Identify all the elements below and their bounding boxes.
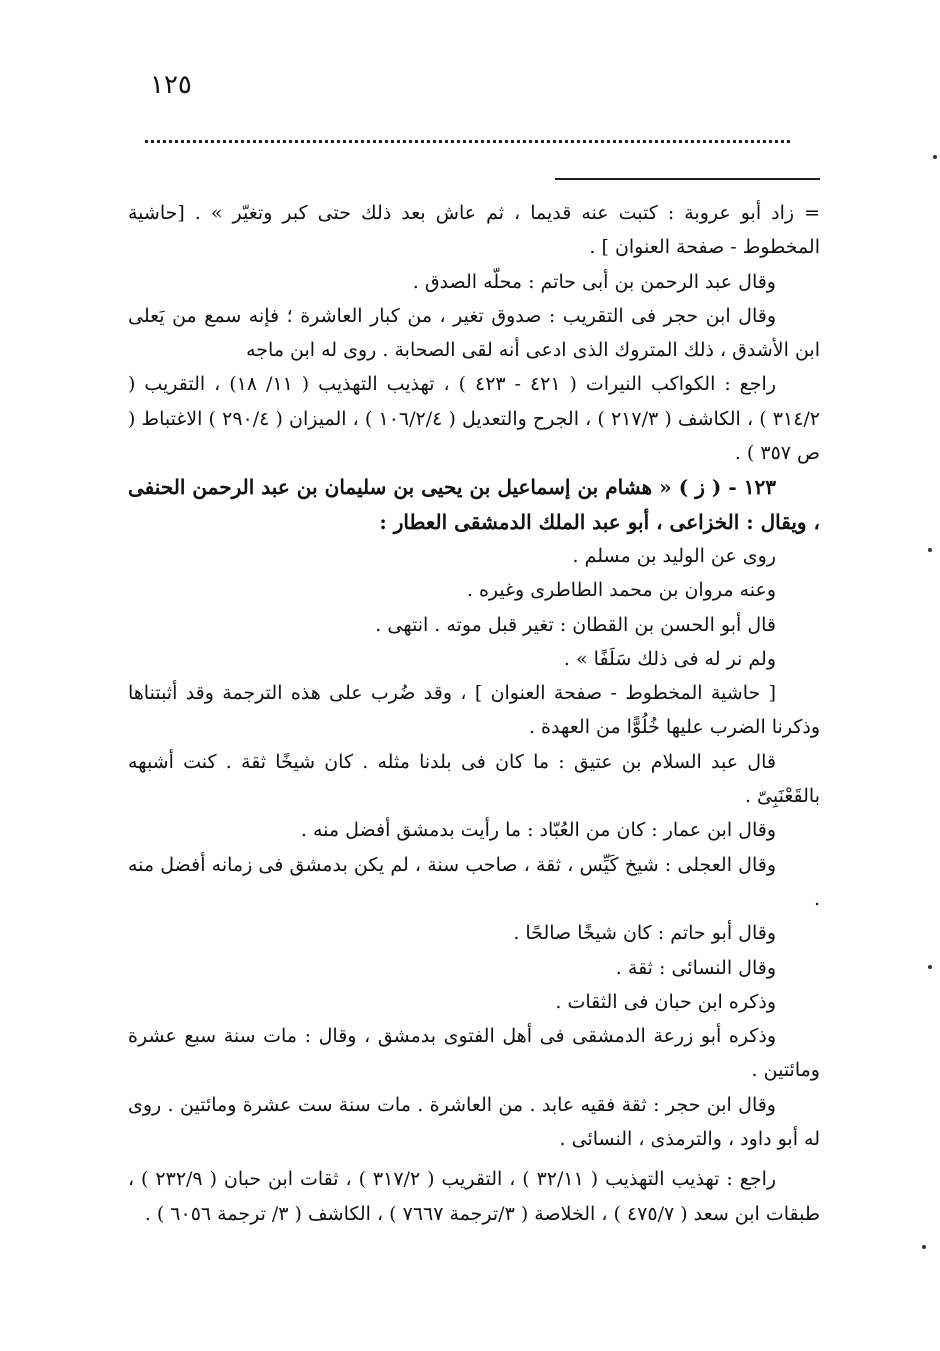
- paragraph: [ حاشية المخطوط - صفحة العنوان ] ، وقد ضُرب على هذه الترجمة وقد أثبتناها وذكرنا الضرب عليها خُلُوًّا من العهدة .: [128, 682, 820, 739]
- scan-speck: [928, 965, 932, 969]
- paragraph: = زاد أبو عروبة : كتبت عنه قديما ، ثم عاش بعد ذلك حتى كبر وتغيّر » . [حاشية المخطوط - صفحة العنوان ] .: [128, 202, 820, 259]
- scan-speck: [933, 155, 937, 159]
- scan-speck: [922, 1245, 926, 1249]
- paragraph: وقال عبد الرحمن بن أبى حاتم : محلّه الصدق .: [412, 270, 776, 293]
- footnote-separator: [555, 178, 820, 180]
- paragraph: ولم نر له فى ذلك سَلَفًا » .: [563, 647, 776, 670]
- paragraph: وقال أبو حاتم : كان شيخًا صالحًا .: [513, 922, 776, 945]
- paragraph: وقال ابن عمار : كان من العُبّاد : ما رأيت بدمشق أفضل منه .: [300, 819, 776, 842]
- paragraph: وقال ابن حجر فى التقريب : صدوق تغير ، من كبار العاشرة ؛ فإنه سمع من يَعلى ابن الأشدق ، ذلك المتروك الذى ادعى أنه لقى الصحابة . روى له ابن ماجه: [128, 304, 820, 362]
- entry-heading: ١٢٣ - ( ز ) « هشام بن إسماعيل بن يحيى بن سليمان بن عبد الرحمن الحنفى ، ويقال : الخزاعى ، أبو عبد الملك الدمشقى العطار :: [128, 475, 820, 534]
- paragraph: وقال النسائى : ثقة .: [615, 956, 776, 979]
- body-text: [128, 196, 820, 1231]
- paragraph: قال أبو الحسن بن القطان : تغير قبل موته . انتهى .: [375, 613, 776, 636]
- scan-speck: [928, 548, 932, 552]
- reference-paragraph: راجع : الكواكب النيرات ( ٤٢١ - ٤٢٣ ) ، تهذيب التهذيب ( ١١/ ١٨) ، التقريب ( ٣١٤/٢ ) ، الكاشف ( ٢١٧/٣ ) ، الجرح والتعديل ( ١٠٦/٢/٤ ) ، الميزان ( ٢٩٠/٤ ) الاغتباط ( ص ٣٥٧ ) .: [128, 373, 821, 465]
- reference-paragraph: راجع : تهذيب التهذيب ( ٣٢/١١ ) ، التقريب ( ٣١٧/٢ ) ، ثقات ابن حبان ( ٢٣٢/٩ ) ، طبقات ابن سعد ( ٤٧٥/٧ ) ، الخلاصة ( ٣/ترجمة ٧٦٦٧ ) ، الكاشف ( ٣/ ترجمة ٦٠٥٦ ) .: [128, 1168, 820, 1225]
- paragraph: وذكره ابن حبان فى الثقات .: [555, 990, 776, 1013]
- paragraph: وقال العجلى : شيخ كَيِّس ، ثقة ، صاحب سنة ، لم يكن بدمشق فى زمانه أفضل منه .: [128, 853, 820, 910]
- paragraph: وعنه مروان بن محمد الطاطرى وغيره .: [466, 579, 776, 602]
- page-number: ١٢٥: [150, 70, 192, 100]
- paragraph: روى عن الوليد بن مسلم .: [572, 544, 776, 567]
- header-dotted-rule: [145, 140, 790, 143]
- paragraph: وذكره أبو زرعة الدمشقى فى أهل الفتوى بدمشق ، وقال : مات سنة سبع عشرة ومائتين .: [128, 1025, 820, 1082]
- paragraph: قال عبد السلام بن عتيق : ما كان فى بلدنا مثله . كان شيخًا ثقة . كنت أشبهه بالقَعْنَبِىّ .: [128, 750, 820, 808]
- paragraph: وقال ابن حجر : ثقة فقيه عابد . من العاشرة . مات سنة ست عشرة ومائتين . روى له أبو داود ، والترمذى ، النسائى .: [128, 1093, 820, 1151]
